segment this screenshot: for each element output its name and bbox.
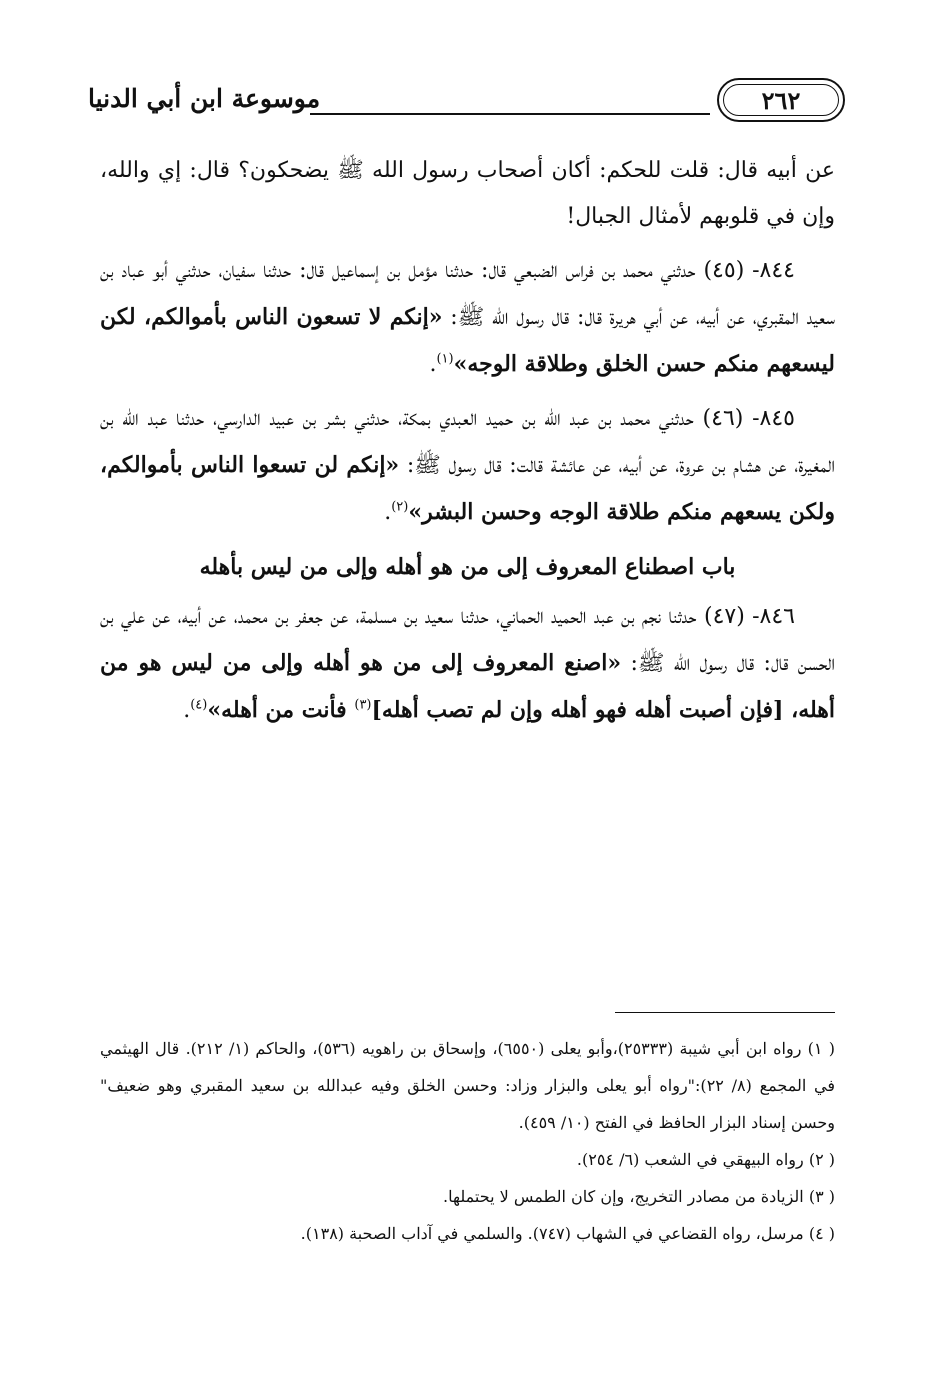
hadith-844 [100, 248, 835, 388]
paragraph-continuation [100, 148, 835, 240]
period: . [384, 500, 392, 525]
footnotes [100, 1030, 835, 1252]
main-text [100, 148, 835, 734]
footnote-ref-2: (٢) [391, 499, 409, 515]
hadith-chain: ٨٤٤- (٤٥) حدثني محمد بن فراس الضبعي قال: حدثنا مؤمل بن إسماعيل قال: حدثنا سفيان، حدثني أبو عباد بن سعيد المقبري، عن أبيه، عن أبي هريرة قال: قال رسول الله ﷺ: [100, 258, 835, 330]
page-number: ٢٦٢ [761, 86, 801, 115]
header-rule [310, 113, 710, 115]
footnote-3: ( ٣) الزيادة من مصادر التخريج، وإن كان الطمس لا يحتملها. [443, 1187, 835, 1206]
hadith-quote: «إنكم لا تسعون الناس بأموالكم، لكن ليسعهم منكم حسن الخلق وطلاقة الوجه» [100, 304, 835, 377]
book-title: موسوعة ابن أبي الدنيا [88, 84, 321, 113]
hadith-quote: «اصنع المعروف إلى من هو أهله وإلى من ليس هو من أهله، [فإن أصبت أهله فهو أهله وإن لم تصب أهله] [100, 650, 835, 723]
hadith-chain: ٨٤٦- (٤٧) حدثنا نجم بن عبد الحميد الحماني، حدثنا سعيد بن مسلمة، عن جعفر بن محمد، عن أبيه، عن علي بن الحسن قال: قال رسول الله ﷺ: [100, 604, 835, 676]
section-heading: باب اصطناع المعروف إلى من هو أهله وإلى من ليس بأهله [199, 554, 736, 580]
hadith-846 [100, 594, 835, 734]
page-header [88, 78, 845, 128]
hadith-quote: «إنكم لن تسعوا الناس بأموالكم، ولكن يسعهم منكم طلاقة الوجه وحسن البشر» [100, 452, 835, 525]
period: . [429, 352, 437, 377]
footnote-4: ( ٤) مرسل، رواه القضاعي في الشهاب (٧٤٧). والسلمي في آداب الصحبة (١٣٨). [300, 1224, 835, 1243]
footnote-ref-1: (١) [436, 351, 454, 367]
footnote-2: ( ٢) رواه البيهقي في الشعب (٦/ ٢٥٤). [576, 1150, 835, 1169]
page-number-frame [717, 78, 845, 122]
footnote-ref-4: (٤) [190, 697, 208, 713]
period: . [183, 698, 191, 723]
paragraph-text: عن أبيه قال: قلت للحكم: أكان أصحاب رسول الله ﷺ يضحكون؟ قال: إي والله، وإن في قلوبهم لأمثال الجبال! [100, 158, 835, 229]
hadith-chain: ٨٤٥- (٤٦) حدثني محمد بن عبد الله بن حميد العبدي بمكة، حدثني بشر بن عبيد الدارسي، حدثنا عبد الله بن المغيرة، عن هشام بن عروة، عن أبيه، عن عائشة قالت: قال رسول ﷺ: [100, 406, 835, 478]
footnote-1: ( ١) رواه ابن أبي شيبة (٢٥٣٣٣)،وأبو يعلى (٦٥٥٠)، وإسحاق بن راهويه (٥٣٦)، والحاكم (١/ ٢١٢). قال الهيثمي في المجمع (٨/ ٢٢):"رواه أبو يعلى والبزار وزاد: وحسن الخلق وفيه عبدالله بن سعيد المقبري وهو ضعيف" وحسن إسناد البزار الحافظ في الفتح (١٠/ ٤٥٩). [100, 1039, 836, 1132]
hadith-quote-end: فأنت من أهله» [207, 697, 355, 723]
footnote-separator [615, 1012, 835, 1013]
footnote-ref-3: (٣) [354, 697, 372, 713]
hadith-845 [100, 396, 835, 536]
